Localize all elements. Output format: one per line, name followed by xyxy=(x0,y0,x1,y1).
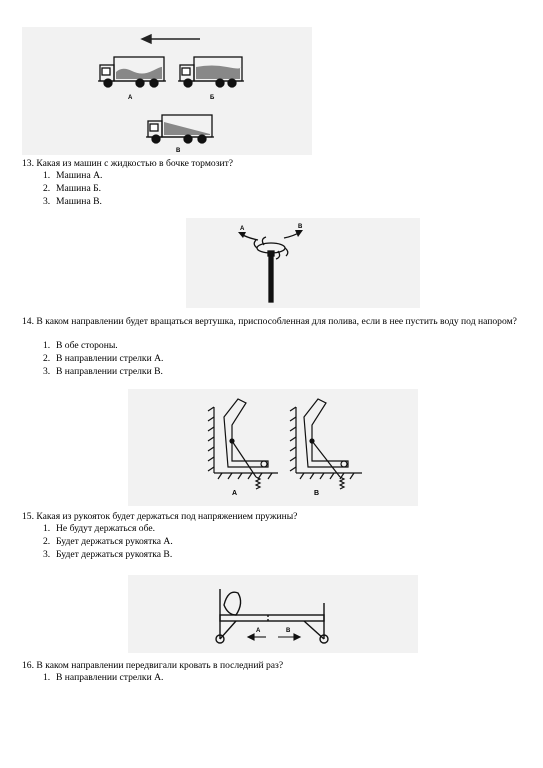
label-handle-b: В xyxy=(314,490,320,497)
option-item[interactable] xyxy=(43,339,163,352)
option-item[interactable] xyxy=(43,195,102,208)
truck-b xyxy=(178,57,244,87)
sprinkler-illustration xyxy=(186,218,420,308)
question-16-options xyxy=(43,671,163,684)
figure-bed xyxy=(128,575,418,653)
handle-a xyxy=(208,399,278,489)
trucks-illustration xyxy=(22,27,312,155)
figure-handles xyxy=(128,389,418,506)
option-text: В направлении стрелки А. xyxy=(56,672,164,683)
label-handle-a: А xyxy=(232,490,238,497)
label-truck-v: В xyxy=(176,148,181,154)
option-number: 2. xyxy=(43,536,51,547)
option-text: В обе стороны. xyxy=(56,340,118,351)
question-14-options xyxy=(43,339,163,378)
option-text: Машина Б. xyxy=(56,183,102,194)
option-number: 2. xyxy=(43,353,51,364)
option-number: 1. xyxy=(43,523,51,534)
question-16-text: 16. В каком направлении передвигали кровать в последний раз? xyxy=(22,660,284,671)
option-text: Не будут держаться обе. xyxy=(56,523,155,534)
option-item[interactable] xyxy=(43,352,163,365)
label-truck-a: А xyxy=(128,95,133,101)
label-arrow-b: В xyxy=(286,628,291,634)
question-13-text: 13. Какая из машин с жидкостью в бочке тормозит? xyxy=(22,158,234,169)
question-15-options xyxy=(43,522,173,561)
option-number: 3. xyxy=(43,549,51,560)
label-arrow-a: А xyxy=(256,628,261,634)
handle-b xyxy=(290,399,362,489)
pillow xyxy=(224,592,241,615)
option-text: В направлении стрелки А. xyxy=(56,353,164,364)
label-arrow-a: А xyxy=(240,226,245,232)
option-text: В направлении стрелки В. xyxy=(56,366,163,377)
option-text: Машина В. xyxy=(56,196,102,207)
option-text: Будет держаться рукоятка А. xyxy=(56,536,173,547)
option-item[interactable] xyxy=(43,169,102,182)
question-14-text: 14. В каком направлении будет вращаться вертушка, приспособленная для полива, если в нее пустить воду под напором? xyxy=(22,316,517,327)
option-number: 1. xyxy=(43,170,51,181)
arrow-b xyxy=(278,634,300,640)
motion-arrow xyxy=(142,35,200,43)
option-item[interactable] xyxy=(43,671,163,684)
option-text: Будет держаться рукоятка В. xyxy=(56,549,173,560)
figure-trucks xyxy=(22,27,312,155)
figure-sprinkler xyxy=(186,218,420,308)
bed xyxy=(216,589,328,643)
option-item[interactable] xyxy=(43,535,173,548)
option-number: 3. xyxy=(43,366,51,377)
arrow-a xyxy=(248,634,266,640)
option-number: 3. xyxy=(43,196,51,207)
option-item[interactable] xyxy=(43,548,173,561)
option-number: 1. xyxy=(43,340,51,351)
label-truck-b: Б xyxy=(210,95,215,101)
question-13-options xyxy=(43,169,102,208)
option-number: 2. xyxy=(43,183,51,194)
bed-illustration xyxy=(128,575,418,653)
option-item[interactable] xyxy=(43,522,173,535)
label-arrow-b: В xyxy=(298,224,303,230)
option-item[interactable] xyxy=(43,365,163,378)
option-text: Машина А. xyxy=(56,170,103,181)
truck-a xyxy=(98,57,166,87)
option-item[interactable] xyxy=(43,182,102,195)
handles-illustration xyxy=(128,389,418,506)
question-15-text: 15. Какая из рукояток будет держаться под напряжением пружины? xyxy=(22,511,298,522)
truck-v xyxy=(146,115,214,143)
option-number: 1. xyxy=(43,672,51,683)
